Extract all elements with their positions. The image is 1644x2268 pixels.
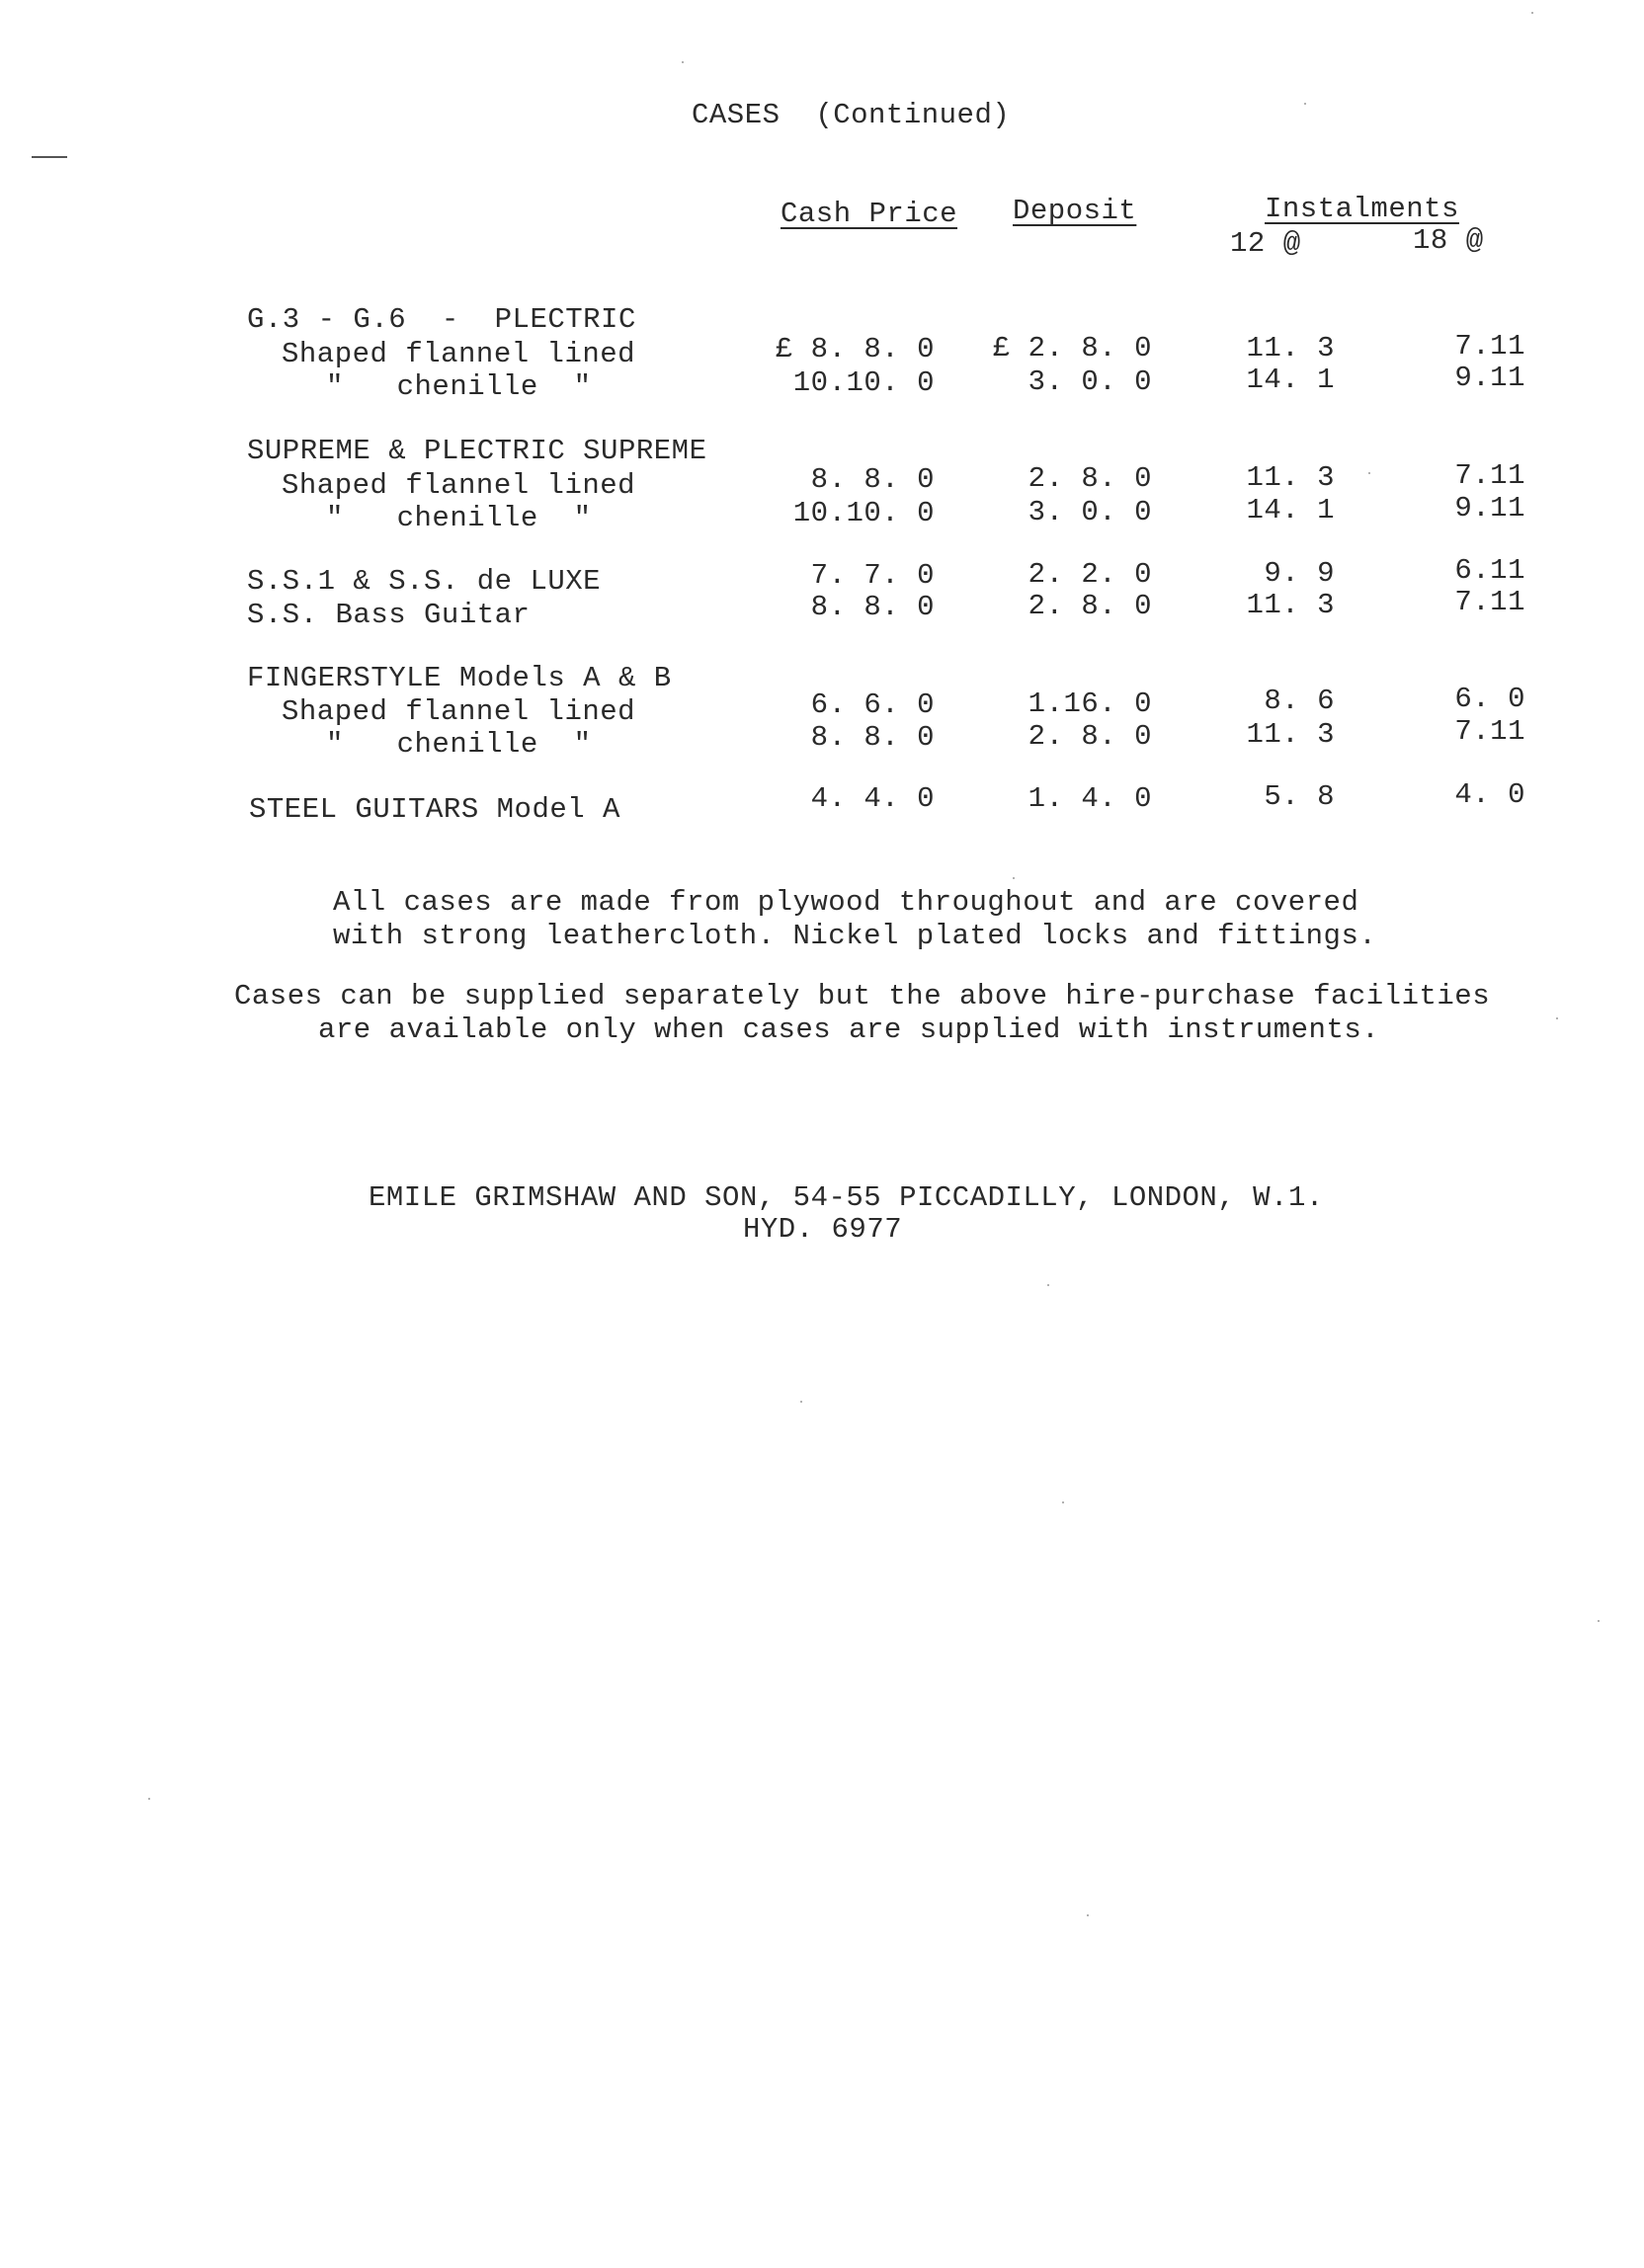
row-cash-price: 8. 8. 0 [810, 721, 935, 754]
row-instalment-12: 14. 1 [1246, 494, 1335, 526]
header-cash-price: Cash Price [781, 198, 958, 230]
scan-speck [1062, 1501, 1064, 1503]
row-instalment-18: 7.11 [1454, 586, 1525, 618]
row-instalment-18: 4. 0 [1454, 778, 1525, 811]
page-title: CASES (Continued) [692, 99, 1011, 131]
row-deposit: 2. 8. 0 [1028, 462, 1152, 495]
row-instalment-12: 11. 3 [1246, 718, 1335, 751]
row-cash-price: 10.10. 0 [792, 366, 935, 399]
margin-mark [32, 156, 67, 158]
row-instalment-12: 8. 6 [1264, 685, 1335, 717]
scan-speck [800, 1401, 802, 1403]
row-instalment-12: 11. 3 [1246, 332, 1335, 364]
row-instalment-12: 11. 3 [1246, 589, 1335, 621]
row-deposit: 1.16. 0 [1028, 688, 1152, 720]
scan-speck [1531, 12, 1533, 14]
row-instalment-18: 6. 0 [1454, 683, 1525, 715]
header-deposit: Deposit [1013, 195, 1137, 227]
scan-speck [1304, 103, 1306, 105]
row-deposit: 2. 2. 0 [1028, 558, 1152, 591]
row-label: Shaped flannel lined [282, 469, 636, 502]
row-deposit: 2. 8. 0 [1028, 590, 1152, 622]
row-instalment-12: 5. 8 [1264, 780, 1335, 813]
row-cash-price: 8. 8. 0 [810, 591, 935, 623]
row-instalment-18: 7.11 [1454, 715, 1525, 748]
note-line: are available only when cases are supplied with instruments. [318, 1013, 1380, 1046]
group-heading: G.3 - G.6 - PLECTRIC [247, 303, 636, 336]
row-instalment-18: 7.11 [1454, 459, 1525, 492]
header-instalments: Instalments [1265, 193, 1459, 225]
group-heading: FINGERSTYLE Models A & B [247, 662, 672, 694]
row-label: STEEL GUITARS Model A [249, 793, 620, 826]
row-label: " chenille " [326, 502, 592, 534]
row-label: " chenille " [326, 370, 592, 403]
row-label: Shaped flannel lined [282, 695, 636, 728]
group-heading: SUPREME & PLECTRIC SUPREME [247, 435, 707, 467]
row-instalment-18: 7.11 [1454, 330, 1525, 363]
row-instalment-18: 9.11 [1454, 362, 1525, 394]
scan-speck [1013, 877, 1015, 879]
scan-speck [1368, 472, 1370, 474]
note-line: with strong leathercloth. Nickel plated locks and fittings. [333, 920, 1377, 952]
header-instalments-18: 18 @ [1413, 224, 1484, 257]
row-deposit: 3. 0. 0 [1028, 365, 1152, 398]
row-cash-price: 6. 6. 0 [810, 688, 935, 721]
row-deposit: 2. 8. 0 [1028, 720, 1152, 753]
row-label: Shaped flannel lined [282, 338, 636, 370]
row-cash-price: £ 8. 8. 0 [775, 333, 935, 365]
row-label: S.S. Bass Guitar [247, 599, 531, 631]
row-label: S.S.1 & S.S. de LUXE [247, 565, 602, 598]
note-line: Cases can be supplied separately but the above hire-purchase facilities [234, 980, 1491, 1012]
scan-speck [1598, 1620, 1600, 1622]
scan-speck [1087, 1914, 1089, 1916]
row-deposit: £ 2. 8. 0 [992, 332, 1152, 364]
row-instalment-12: 14. 1 [1246, 364, 1335, 396]
row-instalment-12: 11. 3 [1246, 461, 1335, 494]
row-cash-price: 8. 8. 0 [810, 463, 935, 496]
row-deposit: 3. 0. 0 [1028, 496, 1152, 528]
row-deposit: 1. 4. 0 [1028, 782, 1152, 815]
row-label: " chenille " [326, 728, 592, 761]
scan-speck [1556, 1017, 1558, 1019]
row-cash-price: 7. 7. 0 [810, 559, 935, 592]
row-cash-price: 10.10. 0 [792, 497, 935, 529]
scan-speck [682, 61, 684, 63]
row-instalment-18: 9.11 [1454, 492, 1525, 525]
footer-telephone: HYD. 6977 [743, 1213, 903, 1246]
row-instalment-12: 9. 9 [1264, 557, 1335, 590]
scan-speck [1047, 1284, 1049, 1286]
note-line: All cases are made from plywood throughout and are covered [333, 886, 1359, 919]
row-instalment-18: 6.11 [1454, 554, 1525, 587]
scan-speck [148, 1798, 150, 1800]
footer-address: EMILE GRIMSHAW AND SON, 54-55 PICCADILLY, LONDON, W.1. [369, 1181, 1324, 1214]
header-instalments-12: 12 @ [1230, 227, 1301, 260]
row-cash-price: 4. 4. 0 [810, 782, 935, 815]
